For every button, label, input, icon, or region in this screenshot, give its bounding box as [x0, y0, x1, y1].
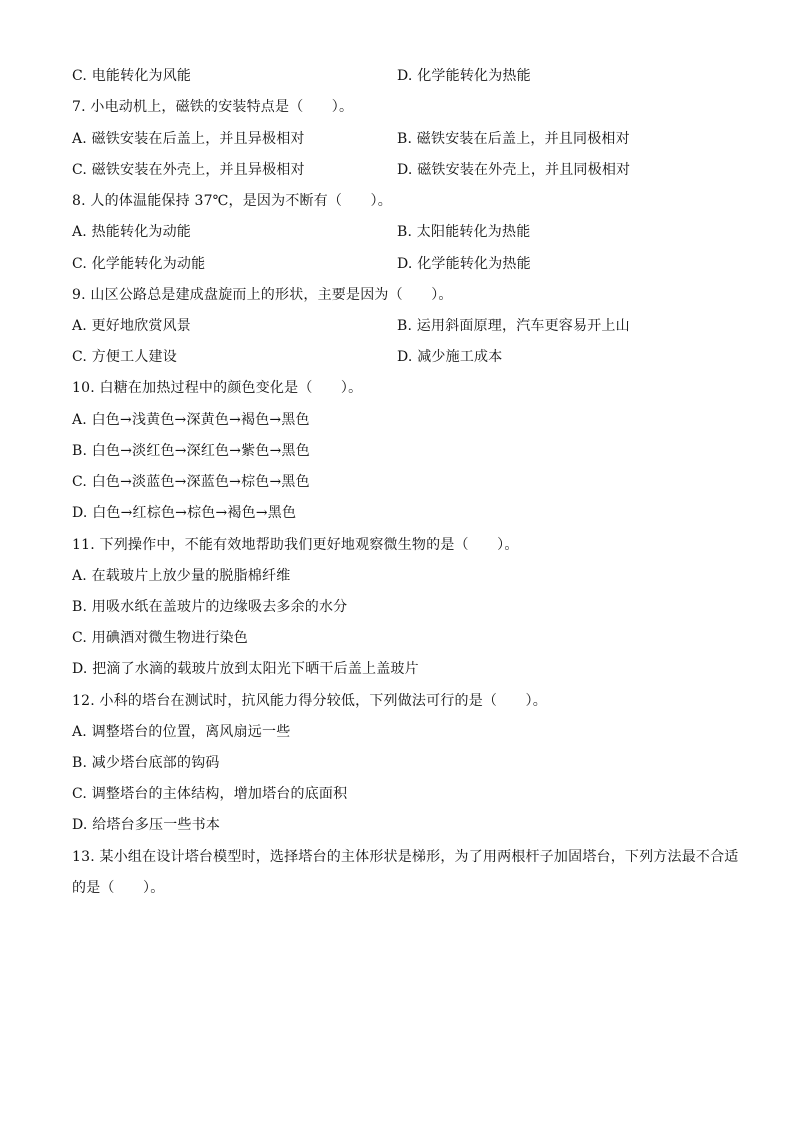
q7-option-d: D. 磁铁安装在外壳上，并且同极相对: [397, 162, 631, 178]
q9-option-a: A. 更好地欣赏风景: [72, 318, 192, 334]
q11-option-b: B. 用吸水纸在盖玻片的边缘吸去多余的水分: [72, 599, 348, 615]
q12-stem: 12. 小科的塔台在测试时，抗风能力得分较低，下列做法可行的是（ ）。: [72, 693, 547, 709]
q11-option-d: D. 把滴了水滴的载玻片放到太阳光下晒干后盖上盖玻片: [72, 661, 419, 677]
q7-option-b: B. 磁铁安装在后盖上，并且同极相对: [397, 131, 630, 147]
q10-stem: 10. 白糖在加热过程中的颜色变化是（ ）。: [72, 380, 363, 396]
q9-option-d: D. 减少施工成本: [397, 349, 503, 365]
q13-stem-line2: 的是（ ）。: [72, 880, 165, 896]
q11-stem: 11. 下列操作中，不能有效地帮助我们更好地观察微生物的是（ ）。: [72, 537, 519, 553]
q8-option-d: D. 化学能转化为热能: [397, 256, 531, 272]
q6-option-c: C. 电能转化为风能: [72, 68, 192, 84]
q10-option-b: B. 白色→淡红色→深红色→紫色→黑色: [72, 443, 310, 459]
q11-option-a: A. 在载玻片上放少量的脱脂棉纤维: [72, 568, 291, 584]
q9-stem: 9. 山区公路总是建成盘旋而上的形状，主要是因为（ ）。: [72, 287, 453, 303]
q8-option-b: B. 太阳能转化为热能: [397, 224, 531, 240]
q9-option-b: B. 运用斜面原理，汽车更容易开上山: [397, 318, 630, 334]
q7-option-a: A. 磁铁安装在后盖上，并且异极相对: [72, 131, 305, 147]
q6-option-d: D. 化学能转化为热能: [397, 68, 531, 84]
q9-option-c: C. 方便工人建设: [72, 349, 177, 365]
q8-option-c: C. 化学能转化为动能: [72, 256, 206, 272]
q8-stem: 8. 人的体温能保持 37℃，是因为不断有（ ）。: [72, 193, 392, 209]
q12-option-b: B. 减少塔台底部的钩码: [72, 755, 220, 771]
q12-option-d: D. 给塔台多压一些书本: [72, 817, 221, 833]
q13-stem-line1: 13. 某小组在设计塔台模型时，选择塔台的主体形状是梯形，为了用两根杆子加固塔台，下列方法最不合适: [72, 849, 739, 865]
q10-option-a: A. 白色→浅黄色→深黄色→褐色→黑色: [72, 412, 310, 428]
q8-option-a: A. 热能转化为动能: [72, 224, 192, 240]
q10-option-c: C. 白色→淡蓝色→深蓝色→棕色→黑色: [72, 474, 310, 490]
q7-stem: 7. 小电动机上，磁铁的安装特点是（ ）。: [72, 99, 354, 115]
q12-option-a: A. 调整塔台的位置，离风扇远一些: [72, 724, 291, 740]
q10-option-d: D. 白色→红棕色→棕色→褐色→黑色: [72, 505, 297, 521]
q12-option-c: C. 调整塔台的主体结构，增加塔台的底面积: [72, 786, 348, 802]
q11-option-c: C. 用碘酒对微生物进行染色: [72, 630, 248, 646]
q7-option-c: C. 磁铁安装在外壳上，并且异极相对: [72, 162, 305, 178]
